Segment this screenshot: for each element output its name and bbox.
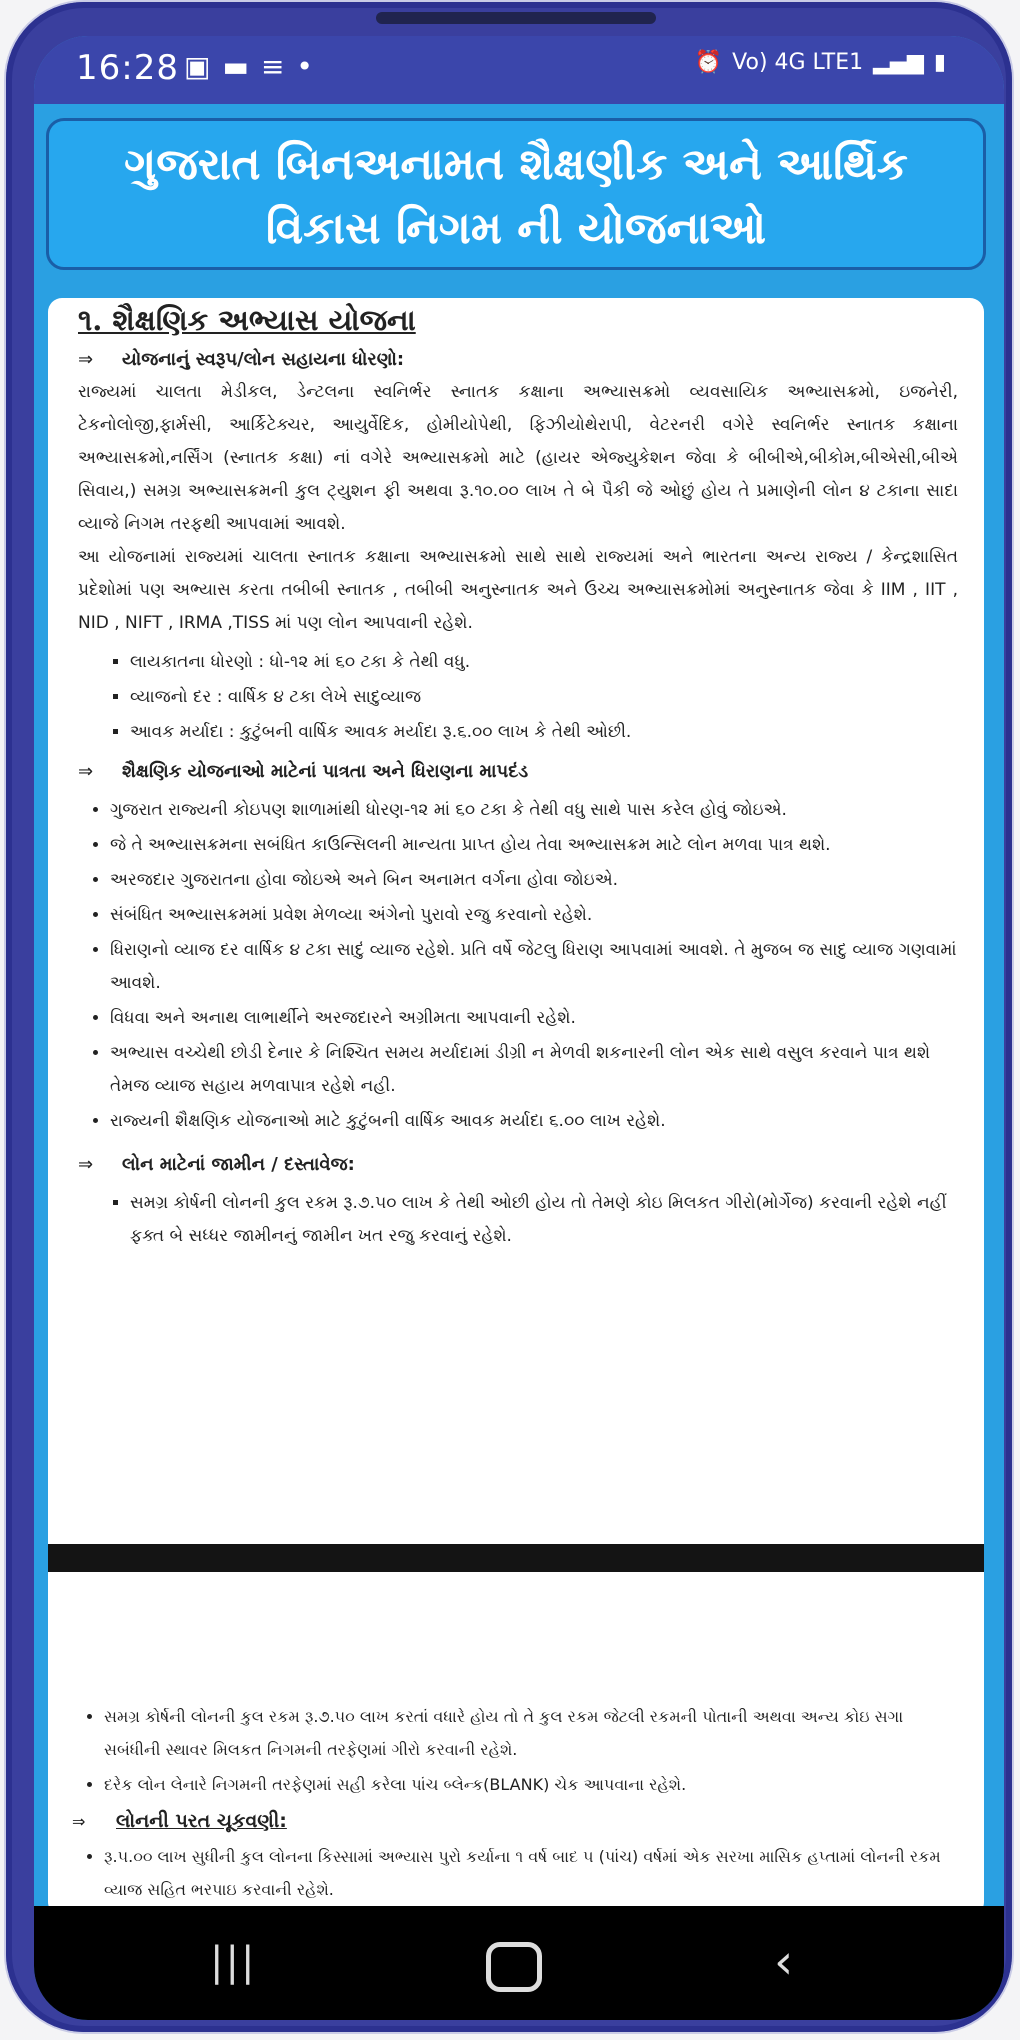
repayment-list xyxy=(72,1840,962,1906)
list-item: • દરેક લોન લેનારે નિગમની તરફેણમાં સહી કરેલા પાંચ બ્લેન્ક(BLANK) ચેક આપવાના રહેશે. xyxy=(104,1768,962,1801)
page-title-banner xyxy=(46,118,986,270)
image-icon: ▣ xyxy=(184,50,211,83)
paragraph-other-states: આ યોજનામાં રાજ્યમાં ચાલતા સ્નાતક કક્ષાના અભ્યાસક્રમો સાથે સાથે રાજ્યમાં અને ભારતના અન્ય રાજ્ય / કેન્દ્રશાસિત પ્રદેશોમાં પણ અભ્યાસ કરતા તબીબી સ્નાતક , તબીબી અનુસ્નાતક અને ઉચ્ચ અભ્યાસક્રમોમાં અનુસ્નાતક જેવા કે IIM , IIT , NID , NIFT , IRMA ,TISS માં પણ લોન આપવાની રહેશે. xyxy=(78,547,958,633)
paragraph-loan-details: રાજ્યમાં ચાલતા મેડીકલ, ડેન્ટલના સ્વનિર્ભર સ્નાતક કક્ષાના અભ્યાસક્રમો વ્યવસાયિક અભ્યાસક્રમો, ઇજનેરી, ટેકનોલોજી,ફાર્મસી, આર્કિટેક્ચર, આયુર્વેદિક, હોમીયોપેથી, ફિઝીયોથેરાપી, વેટરનરી વગેરે સ્વનિર્ભર સ્નાતક કક્ષાના અભ્યાસક્રમો,નર્સિંગ (સ્નાતક કક્ષા) નાં વગેરે અભ્યાસક્રમો માટે (હાયર એજ્યુકેશન જેવા કે બીબીએ,બીકોમ,બીએસી,બીએ સિવાય,) સમગ્ર અભ્યાસક્રમની કુલ ટ્યુશન ફી અથવા રૂ.૧૦.૦૦ લાખ તે બે પૈકી જે ઓછું હોય તે પ્રમાણેની લોન ૪ ટકાના સાદા વ્યાજે નિગમ તરફથી આપવામાં આવશે. xyxy=(78,382,958,534)
subheading-guarantee: ⇒ લોન માટેનાં જામીન / દસ્તાવેજ: xyxy=(78,1148,958,1181)
list-item: • અભ્યાસ વચ્ચેથી છોડી દેનાર કે નિશ્ચિત સમય મર્યાદામાં ડીગ્રી ન મેળવી શકનારની લોન એક સાથે વસુલ કરવાને પાત્ર થશે તેમજ વ્યાજ સહાય મળવાપાત્ર રહેશે નહી. xyxy=(110,1037,958,1103)
home-button[interactable] xyxy=(486,1942,542,1992)
battery-icon: ▮ xyxy=(933,50,946,75)
list-item: ▪ લાયકાતના ધોરણો : ધો-૧૨ માં ૬૦ ટકા કે તેથી વધુ. xyxy=(130,646,958,679)
arrow-icon: ⇒ xyxy=(78,761,94,782)
eligibility-list xyxy=(78,794,958,1138)
list-item: ▪ વ્યાજનો દર : વાર્ષિક ૪ ટકા લેખે સાદુવ્યાજ xyxy=(130,681,958,714)
page-divider xyxy=(48,1544,984,1572)
section-heading: ૧. શૈક્ષણિક અભ્યાસ યોજના xyxy=(78,303,416,337)
list-item: ▪ સમગ્ર કોર્ષની લોનની કુલ રકમ રૂ.૭.૫૦ લાખ કે તેથી ઓછી હોય તો તેમણે કોઇ મિલકત ગીરો(મોર્ગેજ) કરવાની રહેશે નહીં ફક્ત બે સધ્ધર જામીનનું જામીન ખત રજુ કરવાનું રહેશે. xyxy=(130,1187,958,1253)
list-item: • રૂ.૫.૦૦ લાખ સુધીની કુલ લોનના કિસ્સામાં અભ્યાસ પુરો કર્યાના ૧ વર્ષ બાદ ૫ (પાંચ) વર્ષમાં એક સરખા માસિક હપ્તામાં લોનની રકમ વ્યાજ સહિત ભરપાઇ કરવાની રહેશે. xyxy=(104,1840,962,1906)
status-left-icons xyxy=(184,50,313,83)
status-time: 16:28 xyxy=(76,48,179,88)
screen xyxy=(34,36,1004,2020)
volte-icon: Vo) 4G LTE1 xyxy=(732,50,864,75)
list-item: • રાજ્યની શૈક્ષણિક યોજનાઓ માટે કુટુંબની વાર્ષિક આવક મર્યાદા ૬.૦૦ લાખ રહેશે. xyxy=(110,1105,958,1138)
list-item: ▪ આવક મર્યાદા : કુટુંબની વાર્ષિક આવક મર્યાદા રૂ.૬.૦૦ લાખ કે તેથી ઓછી. xyxy=(130,716,958,749)
status-right-icons xyxy=(695,50,946,75)
navigation-bar xyxy=(34,1906,1004,2020)
subheading-eligibility: ⇒ શૈક્ષણિક યોજનાઓ માટેનાં પાત્રતા અને ધિરાણના માપદંડ xyxy=(78,755,958,788)
arrow-icon: ⇒ xyxy=(78,1154,94,1175)
signal-icon: ▂▄▆ xyxy=(873,50,924,75)
dot-icon: • xyxy=(296,50,313,83)
list-item: • અરજદાર ગુજરાતના હોવા જોઇએ અને બિન અનામત વર્ગના હોવા જોઇએ. xyxy=(110,864,958,897)
speaker-notch xyxy=(376,12,656,24)
criteria-list xyxy=(78,646,958,749)
arrow-icon: ⇒ xyxy=(78,349,94,370)
second-page-content xyxy=(48,1698,984,1908)
scheme-content-card[interactable] xyxy=(48,298,984,1916)
list-item: • વિધવા અને અનાથ લાભાર્થીને અરજદારને અગ્રીમતા આપવાની રહેશે. xyxy=(110,1002,958,1035)
phone-frame xyxy=(6,2,1012,2032)
list-item: • જે તે અભ્યાસક્રમના સબંધિત કાઉન્સિલની માન્યતા પ્રાપ્ત હોય તેવા અભ્યાસક્રમ માટે લોન મળવા પાત્ર થશે. xyxy=(110,829,958,862)
list-item: • સમગ્ર કોર્ષની લોનની કુલ રકમ રૂ.૭.૫૦ લાખ કરતાં વધારે હોય તો તે કુલ રકમ જેટલી રકમની પોતાની અથવા અન્ય કોઇ સગા સબંધીની સ્થાવર મિલકત નિગમની તરફેણમાં ગીરો કરવાની રહેશે. xyxy=(104,1700,962,1766)
status-bar xyxy=(34,36,1004,104)
list-item: • સંબંધિત અભ્યાસક્રમમાં પ્રવેશ મેળવ્યા અંગેનો પુરાવો રજુ કરવાનો રહેશે. xyxy=(110,899,958,932)
list-item: • ગુજરાત રાજ્યની કોઇપણ શાળામાંથી ધોરણ-૧૨ માં ૬૦ ટકા કે તેથી વધુ સાથે પાસ કરેલ હોવું જોઇએ. xyxy=(110,794,958,827)
page-title-line2: વિકાસ નિગમ ની યોજનાઓ xyxy=(265,203,767,254)
arrow-icon: ⇒ xyxy=(72,1812,86,1831)
mortgage-list xyxy=(72,1700,962,1801)
notification-icon: ≡ xyxy=(260,50,285,83)
page-title-line1: ગુજરાત બિનઅનામત શૈક્ષણીક અને આર્થિક xyxy=(124,139,908,190)
message-icon: ▬ xyxy=(222,50,249,83)
subheading-repayment: ⇒ લોનની પરત ચૂકવણી: xyxy=(72,1805,962,1838)
subheading-loan-nature: ⇒ યોજનાનું સ્વરૂપ/લોન સહાયના ધોરણો: xyxy=(78,343,958,376)
recents-button[interactable]: ||| xyxy=(210,1939,257,1985)
list-item: • ધિરાણનો વ્યાજ દર વાર્ષિક ૪ ટકા સાદું વ્યાજ રહેશે. પ્રતિ વર્ષે જેટલુ ધિરાણ આપવામાં આવશે. તે મુજબ જ સાદુ વ્યાજ ગણવામાં આવશે. xyxy=(110,934,958,1000)
guarantee-list xyxy=(78,1187,958,1253)
back-button[interactable]: ‹ xyxy=(774,1934,794,1990)
alarm-icon: ⏰ xyxy=(694,50,723,75)
